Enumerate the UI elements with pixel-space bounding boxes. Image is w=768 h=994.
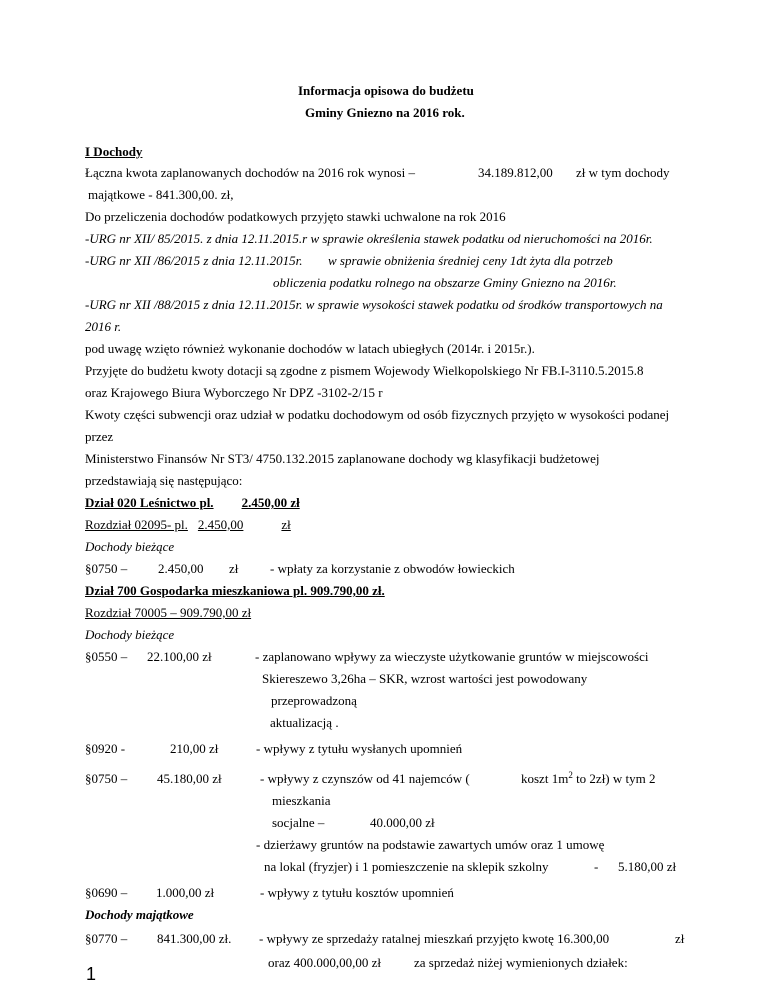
p0920-amount: 210,00 zł bbox=[170, 741, 219, 756]
p0750-desc-line3: socjalne – bbox=[272, 815, 325, 830]
p0690-desc: - wpływy z tytułu kosztów upomnień bbox=[260, 885, 454, 900]
resolution-2-subject-cont: obliczenia podatku rolnego na obszarze Gminy Gniezno na 2016r. bbox=[273, 275, 617, 290]
capital-income-label: Dochody majątkowe bbox=[85, 907, 194, 922]
resolution-1: -URG nr XII/ 85/2015. z dnia 12.11.2015.r w sprawie określenia stawek podatku od nieruchomości na 2016r. bbox=[85, 231, 653, 246]
p0750-desc-020: - wpłaty za korzystanie z obwodów łowieckich bbox=[270, 561, 515, 576]
grants-text-cont: oraz Krajowego Biura Wyborczego Nr DPZ -3102-2/15 r bbox=[85, 385, 383, 400]
section-700-heading: Dział 700 Gospodarka mieszkaniowa pl. 909.790,00 zł. bbox=[85, 583, 385, 598]
p0750-desc-line3-amount: 40.000,00 zł bbox=[370, 815, 435, 830]
total-income-suffix: zł w tym dochody bbox=[576, 165, 670, 180]
chapter-02095-amount: 2.450,00 bbox=[197, 517, 244, 532]
current-income-label-020: Dochody bieżące bbox=[85, 539, 175, 554]
p0770-desc-line1: - wpływy ze sprzedaży ratalnej mieszkań przyjęto kwotę 16.300,00 bbox=[259, 931, 610, 946]
section-020-amount: 2.450,00 zł bbox=[241, 495, 300, 510]
p0750-cost-sup: 2 bbox=[568, 770, 573, 780]
p0550-code: §0550 – bbox=[85, 649, 128, 664]
capital-income-text: majątkowe - 841.300,00. zł, bbox=[88, 187, 234, 202]
p0920-code: §0920 - bbox=[85, 741, 126, 756]
p0750-cost-post: to 2zł) w tym 2 bbox=[572, 771, 656, 786]
subsidy-text-cont: przez bbox=[85, 429, 114, 444]
chapter-02095-label: Rozdział 02095- pl. bbox=[85, 517, 188, 532]
p0770-amount: 841.300,00 zł. bbox=[157, 931, 232, 946]
p0550-desc-line3: przeprowadzoną bbox=[271, 693, 357, 708]
p0750-desc-line5-dash: - bbox=[594, 859, 599, 874]
p0770-code: §0770 – bbox=[85, 931, 128, 946]
p0690-code: §0690 – bbox=[85, 885, 128, 900]
chapter-02095 bbox=[85, 517, 291, 533]
section-020-title: Dział 020 Leśnictwo pl. bbox=[85, 495, 214, 510]
subsidy-text-end: przedstawiają się następująco: bbox=[85, 473, 243, 488]
p0750-cost-pre: koszt 1m bbox=[521, 771, 569, 786]
p0750-code-020: §0750 – bbox=[85, 561, 128, 576]
resolution-3-cont: 2016 r. bbox=[85, 319, 122, 334]
chapter-02095-unit: zł bbox=[281, 517, 291, 532]
p0690-amount: 1.000,00 zł bbox=[156, 885, 215, 900]
p0550-desc-line2: Skiereszewo 3,26ha – SKR, wzrost wartości jest powodowany bbox=[262, 671, 588, 686]
document-title-line2: Gminy Gniezno na 2016 rok. bbox=[305, 105, 465, 120]
p0750-code-700: §0750 – bbox=[85, 771, 128, 786]
total-income-amount: 34.189.812,00 bbox=[478, 165, 553, 180]
page-number: 1 bbox=[86, 964, 97, 984]
section-020-heading bbox=[85, 495, 300, 511]
resolution-2-subject: w sprawie obniżenia średniej ceny 1dt żyta dla potrzeb bbox=[328, 253, 613, 268]
p0750-desc-line2: mieszkania bbox=[272, 793, 331, 808]
p0750-desc-line4: - dzierżawy gruntów na podstawie zawartych umów oraz 1 umowę bbox=[256, 837, 605, 852]
tax-basis-text: Do przeliczenia dochodów podatkowych przyjęto stawki uchwalone na rok 2016 bbox=[85, 209, 506, 224]
p0770-desc-line2b: za sprzedaż niżej wymienionych działek: bbox=[414, 955, 628, 970]
p0750-desc-line5: na lokal (fryzjer) i 1 pomieszczenie na sklepik szkolny bbox=[264, 859, 549, 874]
section-heading-income: I Dochody bbox=[85, 144, 143, 159]
p0770-desc-line1-unit: zł bbox=[675, 931, 685, 946]
p0750-amount-020: 2.450,00 bbox=[158, 561, 204, 576]
p0550-desc-line1: - zaplanowano wpływy za wieczyste użytkowanie gruntów w miejscowości bbox=[255, 649, 649, 664]
prior-years-text: pod uwagę wzięto również wykonanie dochodów w latach ubiegłych (2014r. i 2015r.). bbox=[85, 341, 535, 356]
document-title-line1: Informacja opisowa do budżetu bbox=[298, 83, 474, 98]
p0550-desc-line4: aktualizacją . bbox=[270, 715, 339, 730]
subsidy-text: Kwoty części subwencji oraz udział w podatku dochodowym od osób fizycznych przyjęto w wysokości podanej bbox=[85, 407, 670, 422]
resolution-2-number: -URG nr XII /86/2015 z dnia 12.11.2015r. bbox=[85, 253, 303, 268]
p0920-desc: - wpływy z tytułu wysłanych upomnień bbox=[256, 741, 463, 756]
p0750-desc-cost bbox=[521, 771, 656, 787]
p0750-desc-line5-amount: 5.180,00 zł bbox=[618, 859, 677, 874]
subsidy-text-ministry: Ministerstwo Finansów Nr ST3/ 4750.132.2015 zaplanowane dochody wg klasyfikacji budżetowej bbox=[85, 451, 600, 466]
chapter-70005: Rozdział 70005 – 909.790,00 zł bbox=[85, 605, 252, 620]
grants-text: Przyjęte do budżetu kwoty dotacji są zgodne z pismem Wojewody Wielkopolskiego Nr FB.I-3110.5.2015.8 bbox=[85, 363, 644, 378]
resolution-3: -URG nr XII /88/2015 z dnia 12.11.2015r. w sprawie wysokości stawek podatku od środków transportowych na bbox=[85, 297, 663, 312]
p0550-amount: 22.100,00 zł bbox=[147, 649, 212, 664]
p0750-desc-line1: - wpływy z czynszów od 41 najemców ( bbox=[260, 771, 470, 786]
total-income-text: Łączna kwota zaplanowanych dochodów na 2016 rok wynosi – bbox=[85, 165, 415, 180]
current-income-label-700: Dochody bieżące bbox=[85, 627, 175, 642]
p0750-amount-700: 45.180,00 zł bbox=[157, 771, 222, 786]
p0750-unit-020: zł bbox=[229, 561, 239, 576]
p0770-desc-line2: oraz 400.000,00,00 zł bbox=[268, 955, 382, 970]
